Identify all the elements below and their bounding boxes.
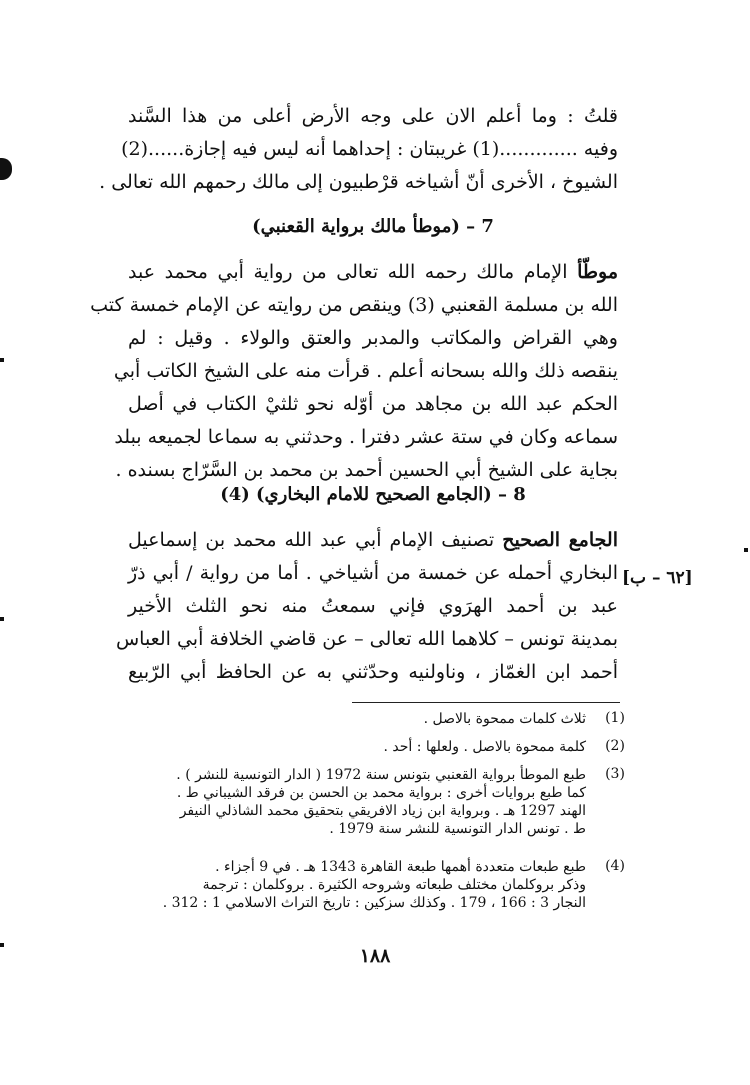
lead-word: الجامع الصحيح [502, 529, 618, 551]
opening-paragraph [99, 100, 618, 199]
text-line: الحكم عبد الله بن مجاهد من أوّله نحو ثلثيْ الكتاب في أصل [128, 393, 618, 415]
text-line: بمدينة تونس – كلاهما الله تعالى – عن قاضي الخلافة أبي العباس [115, 628, 618, 650]
text-line: ينقصه ذلك والله بسحانه أعلم . قرأت منه على الشيخ الكاتب أبي [113, 360, 618, 382]
footnote-line: طبع الموطأ برواية القعنبي بتونس سنة 1972 ( الدار التونسية للنشر ) . [176, 767, 586, 783]
footnote [100, 766, 625, 838]
footnote [100, 710, 625, 728]
text-line: الشيوخ ، الأخرى أنّ أشياخه قرْطبيون إلى مالك رحمهم الله تعالى . [99, 171, 618, 193]
section-heading: 7 – (موطأ مالك برواية القعنبي) [252, 216, 494, 237]
section-8-paragraph [115, 524, 618, 689]
footnote-line: طبع طبعات متعددة أهمها طبعة القاهرة 1343 هـ . في 9 أجزاء . [215, 859, 586, 875]
folio-margin-note: [٦٢ – ب] [622, 568, 693, 588]
text-line: سماعه وكان في ستة عشر دفترا . وحدثني به سماعا لجميعه ببلد [114, 426, 618, 448]
footnote [100, 738, 625, 756]
footnote-number: (3) [605, 766, 625, 782]
text-line: وهي القراض والمكاتب والمدبر والعتق والولاء . وقيل : لم [128, 327, 618, 349]
text-line: بجاية على الشيخ أبي الحسين أحمد بن محمد بن السَّرّاج بسنده . [115, 459, 618, 481]
text-line: البخاري أحمله عن خمسة من أشياخي . أما من رواية / أبي ذرّ [128, 562, 618, 584]
section-heading: 8 – (الجامع الصحيح للامام البخاري) (4) [220, 484, 526, 505]
text-line: عبد بن أحمد الهرَوي فإني سمعتُ منه نحو الثلث الأخير [128, 595, 618, 617]
footnote-line: كما طبع بروايات أخرى : برواية محمد بن الحسن بن فرقد الشيباني ط . [176, 785, 586, 801]
footnote-line: كلمة ممحوة بالاصل . ولعلها : أحد . [383, 739, 586, 755]
footnote-number: (4) [605, 858, 625, 874]
footnote-divider [352, 702, 620, 703]
lead-word: موطّأ [577, 261, 618, 283]
footnote-number: (2) [605, 738, 625, 754]
footnote-line: ط . تونس الدار التونسية للنشر سنة 1979 . [329, 821, 586, 837]
scan-mark [0, 158, 12, 180]
footnote-line: النجار 3 : 166 ، 179 . وكذلك سزكين : تاريخ التراث الاسلامي 1 : 312 . [162, 895, 586, 911]
scan-mark [0, 617, 4, 621]
text-line: الجامع الصحيح تصنيف الإمام أبي عبد الله محمد بن إسماعيل [128, 529, 618, 551]
text-line: قلتُ : وما أعلم الان على وجه الأرض أعلى من هذا السَّند [128, 105, 618, 127]
footnote-line: ثلاث كلمات ممحوة بالاصل . [423, 711, 586, 727]
section-7-paragraph [90, 256, 618, 487]
scan-mark [744, 548, 748, 552]
footnote-number: (1) [605, 710, 625, 726]
footnote [100, 858, 625, 912]
text-line: الله بن مسلمة القعنبي (3) وينقص من روايته عن الإمام خمسة كتب [90, 294, 618, 316]
footnote-line: الهند 1297 هـ . وبرواية ابن زياد الافريقي بتحقيق محمد الشاذلي النيفر [179, 803, 586, 819]
text-line: موطّأ الإمام مالك رحمه الله تعالى من رواية أبي محمد عبد [128, 261, 618, 283]
text-line: وفيه .............(1) غريبتان : إحداهما أنه ليس فيه إجازة......(2) [121, 138, 618, 160]
scan-mark [0, 943, 4, 947]
scan-mark [0, 358, 4, 362]
footnote-line: وذكر بروكلمان مختلف طبعاته وشروحه الكثيرة . بروكلمان : ترجمة [202, 877, 586, 893]
text-line: أحمد ابن الغمّاز ، وناولنيه وحدّثني به عن الحافظ أبي الرّبيع [128, 661, 618, 683]
page-number: ١٨٨ [359, 945, 391, 967]
